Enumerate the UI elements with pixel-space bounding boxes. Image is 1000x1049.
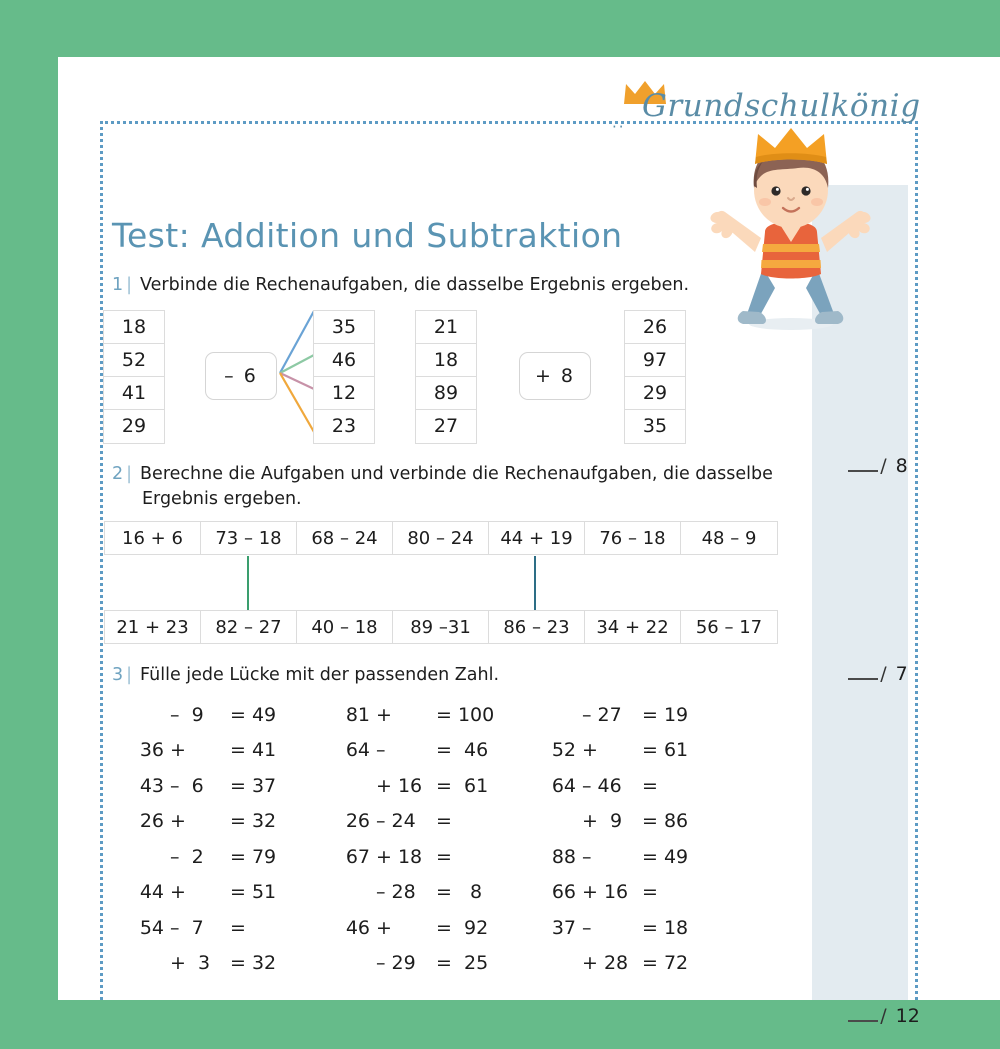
gap-rhs[interactable]: = 8 [436,881,483,904]
exercise-3 [112,697,732,981]
gap-rhs[interactable]: = 46 [436,739,489,762]
number-column-4 [624,310,686,444]
score-points: 7 [895,663,908,685]
gap-mid[interactable]: + 28 [582,952,629,975]
operator-box-minus-6[interactable]: – 6 [205,352,277,400]
gap-equation[interactable] [524,917,730,939]
equation-cell[interactable]: 34 + 22 [585,611,681,643]
gap-equation[interactable] [318,952,524,974]
gap-row [112,875,732,911]
gap-equation[interactable] [112,917,318,939]
gap-equation[interactable] [524,846,730,868]
gap-row [112,733,732,769]
number-cell[interactable]: 89 [416,377,476,410]
score-separator: / [880,1005,887,1027]
equation-cell[interactable]: 56 – 17 [695,616,763,638]
gap-equation[interactable] [112,881,318,903]
gap-equation[interactable] [524,881,730,903]
gap-lhs[interactable]: 26 [139,810,164,833]
gap-equation[interactable] [112,704,318,726]
gap-lhs[interactable]: 64 [345,739,370,762]
gap-equation[interactable] [524,810,730,832]
task-1-instruction: Verbinde die Rechenaufgaben, die dasselbe Ergebnis ergeben. [140,275,690,295]
equation-row-top [104,521,778,555]
gap-mid[interactable]: – 46 [582,774,622,797]
gap-rhs[interactable]: = 41 [230,739,277,762]
gap-row [112,946,732,982]
equation-cell[interactable]: 40 – 18 [297,611,393,643]
gap-lhs[interactable]: 54 [139,916,164,939]
gap-rhs[interactable]: = [230,916,246,939]
equation-cell[interactable]: 76 – 18 [585,522,681,554]
gap-rhs[interactable]: = 25 [436,952,489,975]
number-cell[interactable]: 35 [314,311,374,344]
task-2-number: 2 [112,464,124,484]
gap-rhs[interactable]: = 32 [230,810,277,833]
gap-rhs[interactable]: = [436,810,452,833]
number-cell[interactable]: 26 [625,311,685,344]
task-1-bar: | [126,275,133,295]
gap-mid[interactable]: + [170,810,186,833]
gap-equation[interactable] [318,810,524,832]
gap-mid[interactable]: + 16 [376,774,423,797]
gap-equation[interactable] [112,846,318,868]
operator-box-plus-8[interactable]: + 8 [519,352,591,400]
gap-mid[interactable]: + [376,703,392,726]
gap-equation[interactable] [318,775,524,797]
equation-cell[interactable]: 48 – 9 [701,527,757,549]
gap-lhs[interactable]: 52 [551,739,576,762]
gap-lhs[interactable]: 26 [345,810,370,833]
gap-rhs[interactable]: = 51 [230,881,277,904]
gap-rhs[interactable]: = 86 [642,810,689,833]
task-2-bar: | [126,464,133,484]
gap-lhs[interactable]: 43 [139,774,164,797]
gap-lhs[interactable]: 81 [345,703,370,726]
connector-line-teal [534,556,536,616]
gap-mid[interactable]: – 29 [376,952,416,975]
task-3-number: 3 [112,665,124,685]
gap-mid[interactable]: – [582,916,592,939]
number-cell[interactable]: 46 [314,344,374,377]
gap-mid[interactable]: – 24 [376,810,416,833]
gap-mid[interactable]: – [582,845,592,868]
gap-rhs[interactable]: = 61 [436,774,489,797]
number-column-3 [415,310,477,444]
score-blank[interactable] [848,470,878,472]
gap-lhs[interactable]: 37 [551,916,576,939]
gap-mid[interactable]: – 9 [170,703,204,726]
gap-equation[interactable] [318,881,524,903]
gap-lhs[interactable]: 46 [345,916,370,939]
gap-equation[interactable] [112,739,318,761]
task-3-header [112,663,499,688]
page-title: Test: Addition und Subtraktion [112,216,623,255]
gap-rhs[interactable]: = 61 [642,739,689,762]
task-3-bar: | [126,665,133,685]
gap-mid[interactable]: + [582,739,598,762]
task-2-instruction-line1: Berechne die Aufgaben und verbinde die Rechenaufgaben, die dasselbe [140,464,773,484]
equation-cell[interactable]: 82 – 27 [201,611,297,643]
gap-row [112,768,732,804]
equation-cell[interactable]: 86 – 23 [489,611,585,643]
gap-row [112,697,732,733]
number-cell[interactable]: 52 [104,344,164,377]
equation-cell[interactable]: 68 – 24 [297,522,393,554]
gap-mid[interactable]: – 6 [170,774,204,797]
gap-mid[interactable]: + [170,881,186,904]
gap-rhs[interactable]: = 19 [642,703,689,726]
gap-rhs[interactable]: = 49 [642,845,689,868]
score-points: 12 [895,1005,920,1027]
number-cell[interactable]: 29 [625,377,685,410]
gap-rhs[interactable]: = 32 [230,952,277,975]
score-blank[interactable] [848,1020,878,1022]
gap-mid[interactable]: + 3 [170,952,211,975]
task-1-header [112,273,689,298]
number-column-1 [103,310,165,444]
number-cell[interactable]: 18 [104,311,164,344]
boy-mascot-illustration [703,128,878,333]
equation-cell[interactable]: 73 – 18 [201,522,297,554]
score-separator: / [880,663,887,685]
task-2-instruction-line2: Ergebnis ergeben. [142,489,302,509]
task-2-header [112,462,792,512]
task-3-instruction: Fülle jede Lücke mit der passenden Zahl. [140,665,500,685]
gap-rhs[interactable]: = 92 [436,916,489,939]
equation-cell[interactable]: 89 –31 [393,611,489,643]
gap-mid[interactable]: – 27 [582,703,622,726]
gap-equation[interactable] [318,917,524,939]
gap-mid[interactable]: + 9 [582,810,623,833]
equation-cell[interactable]: 21 + 23 [105,611,201,643]
gap-mid[interactable]: – 7 [170,916,204,939]
gap-mid[interactable]: – [376,739,386,762]
gap-row [112,839,732,875]
gap-lhs[interactable]: 66 [551,881,576,904]
equation-cell[interactable]: 44 + 19 [489,522,585,554]
number-cell[interactable]: 21 [416,311,476,344]
number-cell[interactable]: 35 [642,415,668,437]
equation-row-bottom [104,610,778,644]
gap-lhs[interactable]: 36 [139,739,164,762]
number-cell[interactable]: 23 [331,415,357,437]
gap-lhs[interactable]: 88 [551,845,576,868]
gap-rhs[interactable]: = 79 [230,845,277,868]
number-cell[interactable]: 41 [104,377,164,410]
gap-row [112,910,732,946]
number-cell[interactable]: 12 [314,377,374,410]
score-entry-3[interactable] [812,983,920,1049]
equation-cell[interactable]: 16 + 6 [105,522,201,554]
gap-equation[interactable] [318,739,524,761]
gap-equation[interactable] [318,704,524,726]
gap-equation[interactable] [524,775,730,797]
gap-mid[interactable]: – 28 [376,881,416,904]
gap-equation[interactable] [112,775,318,797]
logo-text: Grundschulkönig [642,88,921,124]
number-cell[interactable]: 27 [433,415,459,437]
score-points: 8 [895,455,908,477]
gap-mid[interactable]: – 2 [170,845,204,868]
gap-equation[interactable] [112,810,318,832]
task-1-number: 1 [112,275,124,295]
score-separator: / [880,455,887,477]
gap-mid[interactable]: + 16 [582,881,629,904]
gap-rhs[interactable]: = 49 [230,703,277,726]
connector-line-green [247,556,249,616]
gap-equation[interactable] [524,704,730,726]
gap-equation[interactable] [524,739,730,761]
score-entry-1[interactable] [812,433,908,499]
gap-rhs[interactable]: = [436,845,452,868]
gap-rhs[interactable]: = 72 [642,952,689,975]
gap-lhs[interactable]: 64 [551,774,576,797]
gap-equation[interactable] [318,846,524,868]
number-column-2 [313,310,375,444]
gap-mid[interactable]: + [170,739,186,762]
gap-row [112,804,732,840]
gap-rhs[interactable]: = 18 [642,916,689,939]
gap-lhs[interactable]: 44 [139,881,164,904]
gap-rhs[interactable]: = [642,774,658,797]
gap-mid[interactable]: + [376,916,392,939]
gap-rhs[interactable]: = 37 [230,774,277,797]
equation-cell[interactable]: 80 – 24 [393,522,489,554]
gap-rhs[interactable]: = 100 [436,703,495,726]
gap-mid[interactable]: + 18 [376,845,423,868]
connector-lines-exercise-1 [279,305,315,435]
gap-lhs[interactable]: 67 [345,845,370,868]
number-cell[interactable]: 18 [416,344,476,377]
gap-equation[interactable] [112,952,318,974]
number-cell[interactable]: 29 [121,415,147,437]
score-entry-2[interactable] [812,641,908,707]
number-cell[interactable]: 97 [625,344,685,377]
logo-dots: ·· [612,118,626,136]
gap-equation[interactable] [524,952,730,974]
gap-rhs[interactable]: = [642,881,658,904]
score-blank[interactable] [848,678,878,680]
